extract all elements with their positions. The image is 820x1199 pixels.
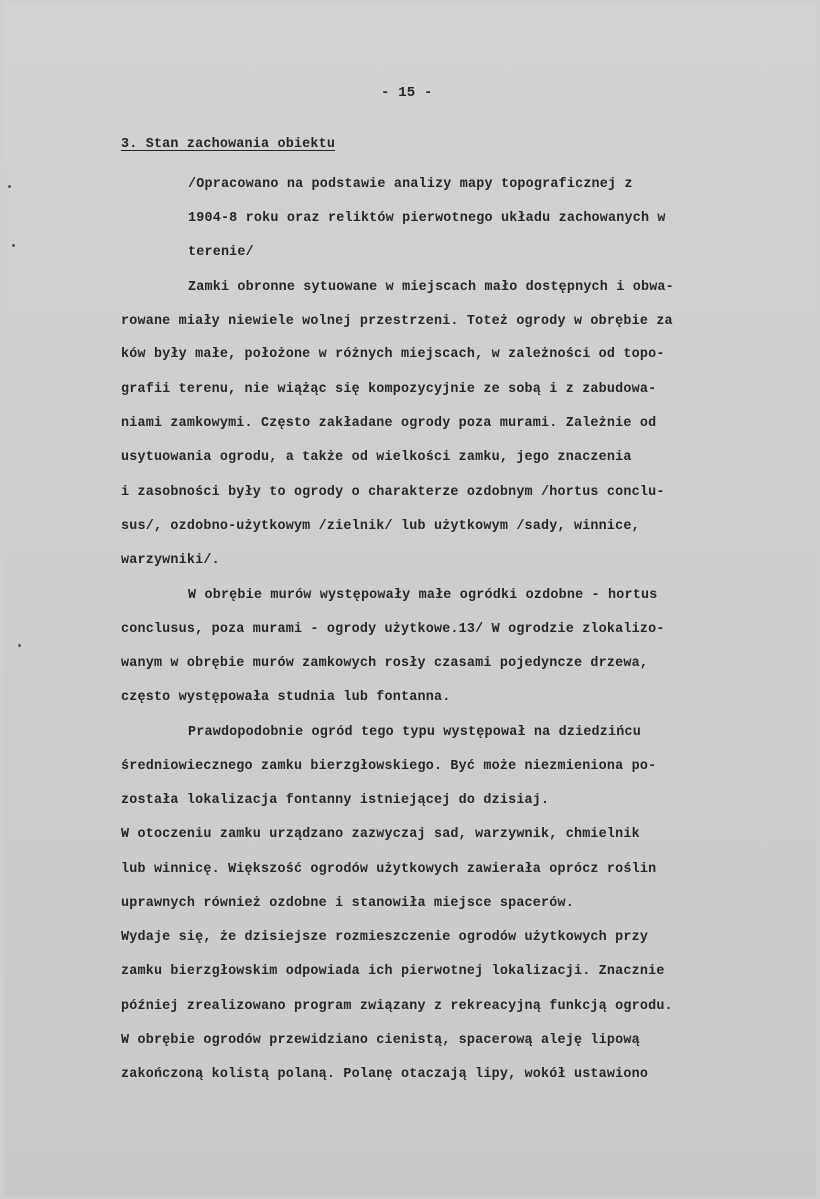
body-line: została lokalizacja fontanny istniejącej do dzisiaj. xyxy=(121,793,550,808)
body-line: uprawnych również ozdobne i stanowiła miejsce spacerów. xyxy=(121,896,574,911)
body-line: W obrębie murów występowały małe ogródki ozdobne - hortus xyxy=(188,588,658,603)
body-line: W otoczeniu zamku urządzano zazwyczaj sad, warzywnik, chmielnik xyxy=(121,827,640,842)
page-speck xyxy=(18,644,21,647)
body-line: wanym w obrębie murów zamkowych rosły czasami pojedyncze drzewa, xyxy=(121,656,649,671)
body-line: często występowała studnia lub fontanna. xyxy=(121,690,451,705)
body-line: /Opracowano na podstawie analizy mapy topograficznej z xyxy=(188,177,633,192)
body-line: i zasobności były to ogrody o charakterze ozdobnym /hortus conclu- xyxy=(121,485,665,500)
body-line: sus/, ozdobno-użytkowym /zielnik/ lub użytkowym /sady, winnice, xyxy=(121,519,640,534)
body-line: zakończoną kolistą polaną. Polanę otaczają lipy, wokół ustawiono xyxy=(121,1067,649,1082)
body-line: warzywniki/. xyxy=(121,553,220,568)
body-line: rowane miały niewiele wolnej przestrzeni. Toteż ogrody w obrębie za xyxy=(121,314,673,329)
body-line: niami zamkowymi. Często zakładane ogrody poza murami. Zależnie od xyxy=(121,416,657,431)
body-line: ków były małe, położone w różnych miejscach, w zależności od topo- xyxy=(121,347,665,362)
body-line: Wydaje się, że dzisiejsze rozmieszczenie ogrodów użytkowych przy xyxy=(121,930,649,945)
body-line: lub winnicę. Większość ogrodów użytkowych zawierała oprócz roślin xyxy=(121,862,657,877)
page-speck xyxy=(8,185,11,188)
page-number: - 15 - xyxy=(381,85,433,101)
section-heading: 3. Stan zachowania obiektu xyxy=(121,137,336,152)
body-line: 1904-8 roku oraz reliktów pierwotnego układu zachowanych w xyxy=(188,211,666,226)
body-line: conclusus, poza murami - ogrody użytkowe.13/ W ogrodzie zlokalizo- xyxy=(121,622,665,637)
body-line: grafii terenu, nie wiążąc się kompozycyjnie ze sobą i z zabudowa- xyxy=(121,382,657,397)
body-line: później zrealizowano program związany z rekreacyjną funkcją ogrodu. xyxy=(121,999,673,1014)
body-line: zamku bierzgłowskim odpowiada ich pierwotnej lokalizacji. Znacznie xyxy=(121,964,665,979)
body-line: terenie/ xyxy=(188,245,254,260)
body-line: usytuowania ogrodu, a także od wielkości zamku, jego znaczenia xyxy=(121,450,632,465)
body-line: Zamki obronne sytuowane w miejscach mało dostępnych i obwa- xyxy=(188,280,674,295)
body-line: średniowiecznego zamku bierzgłowskiego. Być może niezmieniona po- xyxy=(121,759,657,774)
page-speck xyxy=(12,244,15,247)
body-line: Prawdopodobnie ogród tego typu występował na dziedzińcu xyxy=(188,725,641,740)
body-line: W obrębie ogrodów przewidziano cienistą, spacerową aleję lipową xyxy=(121,1033,640,1048)
